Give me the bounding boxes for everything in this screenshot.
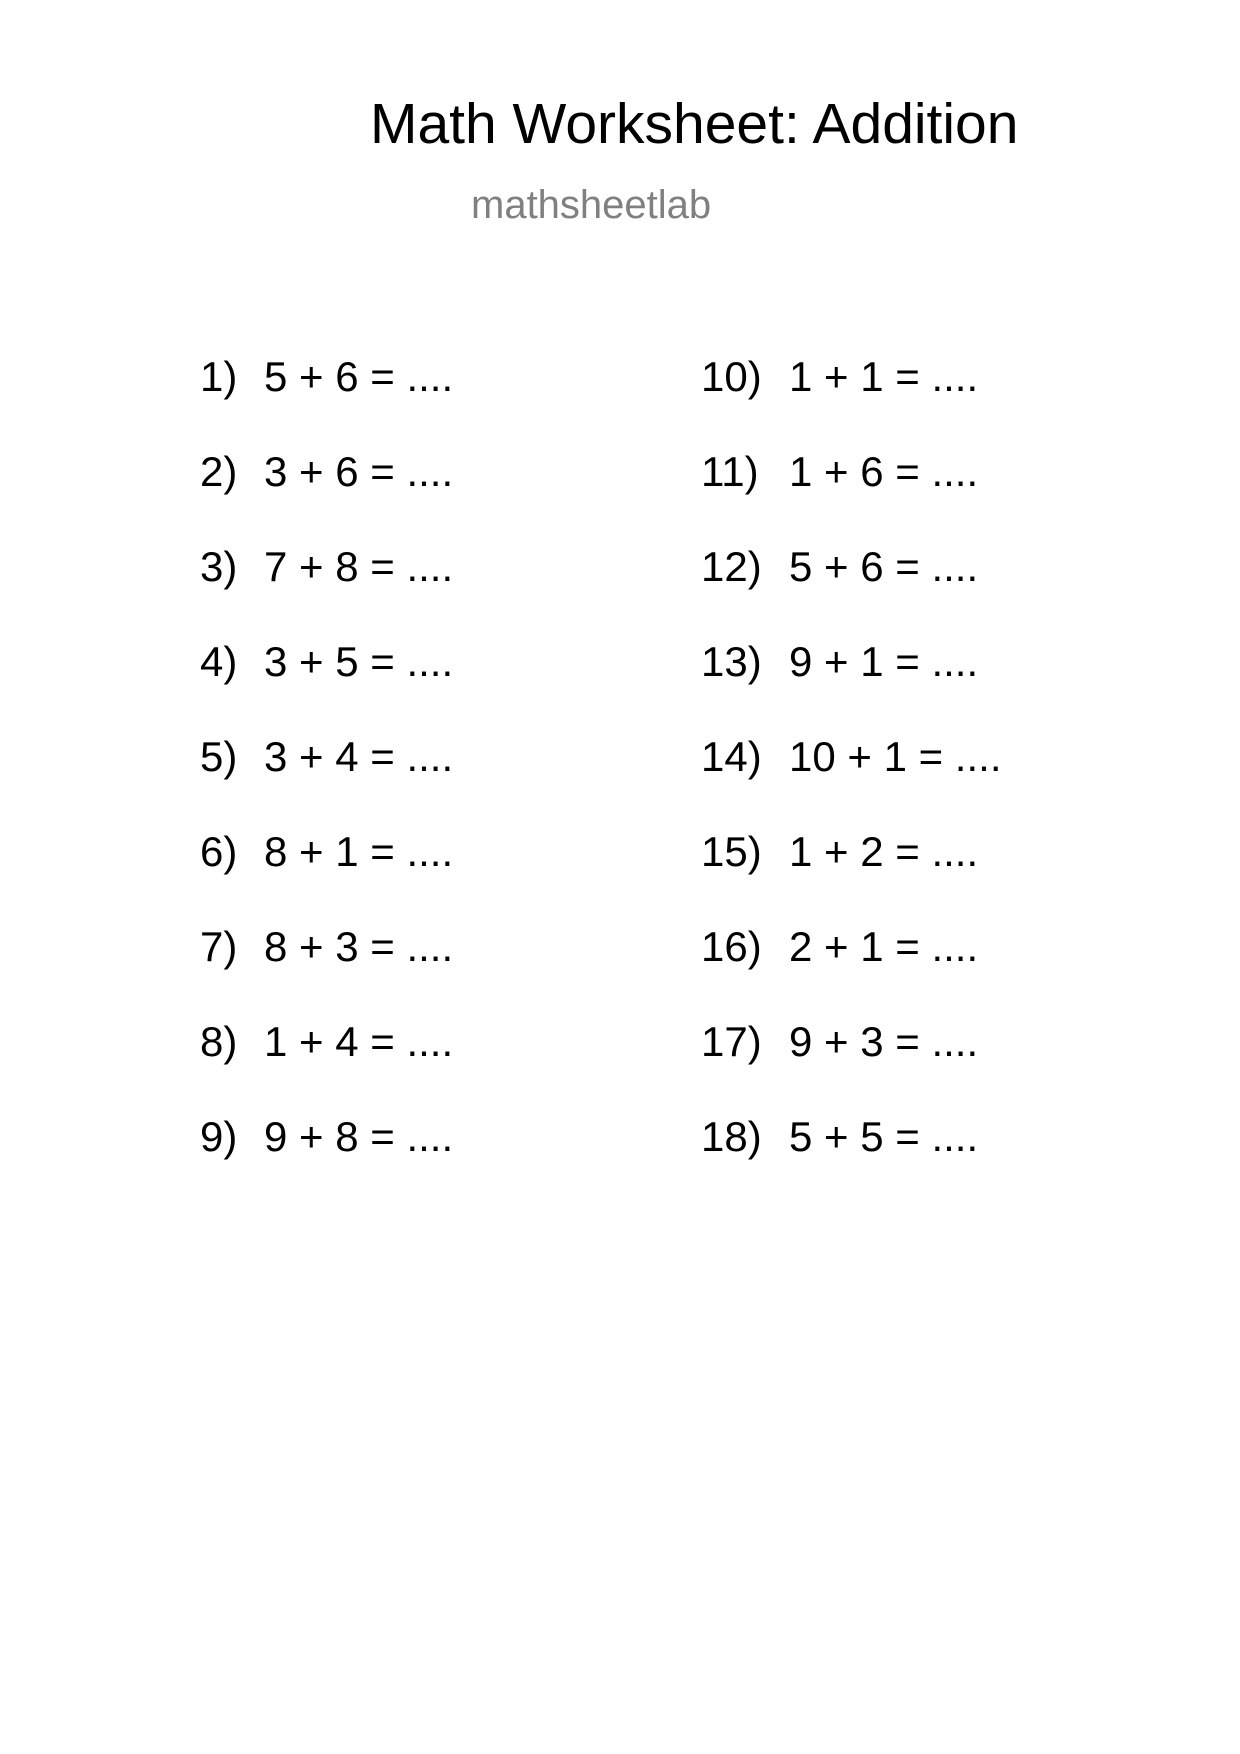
problem-number: 5) <box>200 733 238 780</box>
problem-item <box>701 543 1001 638</box>
problem-expression: 8 + 1 = .... <box>264 828 454 875</box>
problem-expression: 1 + 2 = .... <box>789 828 979 875</box>
problem-number: 8) <box>200 1018 238 1065</box>
problem-item <box>701 733 1001 828</box>
problems-right-column <box>701 353 1001 1208</box>
problem-number: 6) <box>200 828 238 875</box>
problem-expression: 9 + 3 = .... <box>789 1018 979 1065</box>
problem-item <box>200 923 453 1018</box>
problem-expression: 1 + 4 = .... <box>264 1018 454 1065</box>
problems-left-column <box>200 353 453 1208</box>
problem-expression: 9 + 1 = .... <box>789 638 979 685</box>
problem-expression: 2 + 1 = .... <box>789 923 979 970</box>
problem-item <box>701 448 1001 543</box>
problem-item <box>701 638 1001 733</box>
problem-number: 17) <box>701 1018 762 1065</box>
problem-number: 12) <box>701 543 762 590</box>
problem-number: 11) <box>701 448 759 495</box>
problem-expression: 3 + 5 = .... <box>264 638 454 685</box>
problem-number: 1) <box>200 353 238 400</box>
problem-expression: 5 + 5 = .... <box>789 1113 979 1160</box>
problem-number: 4) <box>200 638 238 685</box>
problem-number: 9) <box>200 1113 238 1160</box>
problem-number: 2) <box>200 448 238 495</box>
problem-number: 7) <box>200 923 238 970</box>
problem-expression: 5 + 6 = .... <box>789 543 979 590</box>
problem-number: 16) <box>701 923 762 970</box>
problem-item <box>200 828 453 923</box>
problem-number: 15) <box>701 828 762 875</box>
problem-item <box>701 1113 1001 1208</box>
problem-item <box>701 828 1001 923</box>
problem-expression: 10 + 1 = .... <box>789 733 1002 780</box>
problem-expression: 3 + 6 = .... <box>264 448 454 495</box>
problem-item <box>200 448 453 543</box>
problem-number: 3) <box>200 543 238 590</box>
problem-item <box>200 733 453 828</box>
problem-number: 14) <box>701 733 762 780</box>
problem-item <box>200 543 453 638</box>
problem-number: 10) <box>701 353 762 400</box>
problem-item <box>701 1018 1001 1113</box>
page-title: Math Worksheet: Addition <box>370 92 1019 156</box>
problem-item <box>200 1113 453 1208</box>
problem-expression: 5 + 6 = .... <box>264 353 454 400</box>
problem-item <box>200 1018 453 1113</box>
problem-expression: 1 + 6 = .... <box>789 448 979 495</box>
problem-expression: 8 + 3 = .... <box>264 923 454 970</box>
problem-expression: 9 + 8 = .... <box>264 1113 454 1160</box>
problem-item <box>200 353 453 448</box>
page-subtitle: mathsheetlab <box>471 183 712 227</box>
problem-item <box>200 638 453 733</box>
problem-expression: 7 + 8 = .... <box>264 543 454 590</box>
problem-expression: 1 + 1 = .... <box>789 353 979 400</box>
problem-number: 13) <box>701 638 762 685</box>
problem-item <box>701 923 1001 1018</box>
problem-expression: 3 + 4 = .... <box>264 733 454 780</box>
problem-item <box>701 353 1001 448</box>
problem-number: 18) <box>701 1113 762 1160</box>
